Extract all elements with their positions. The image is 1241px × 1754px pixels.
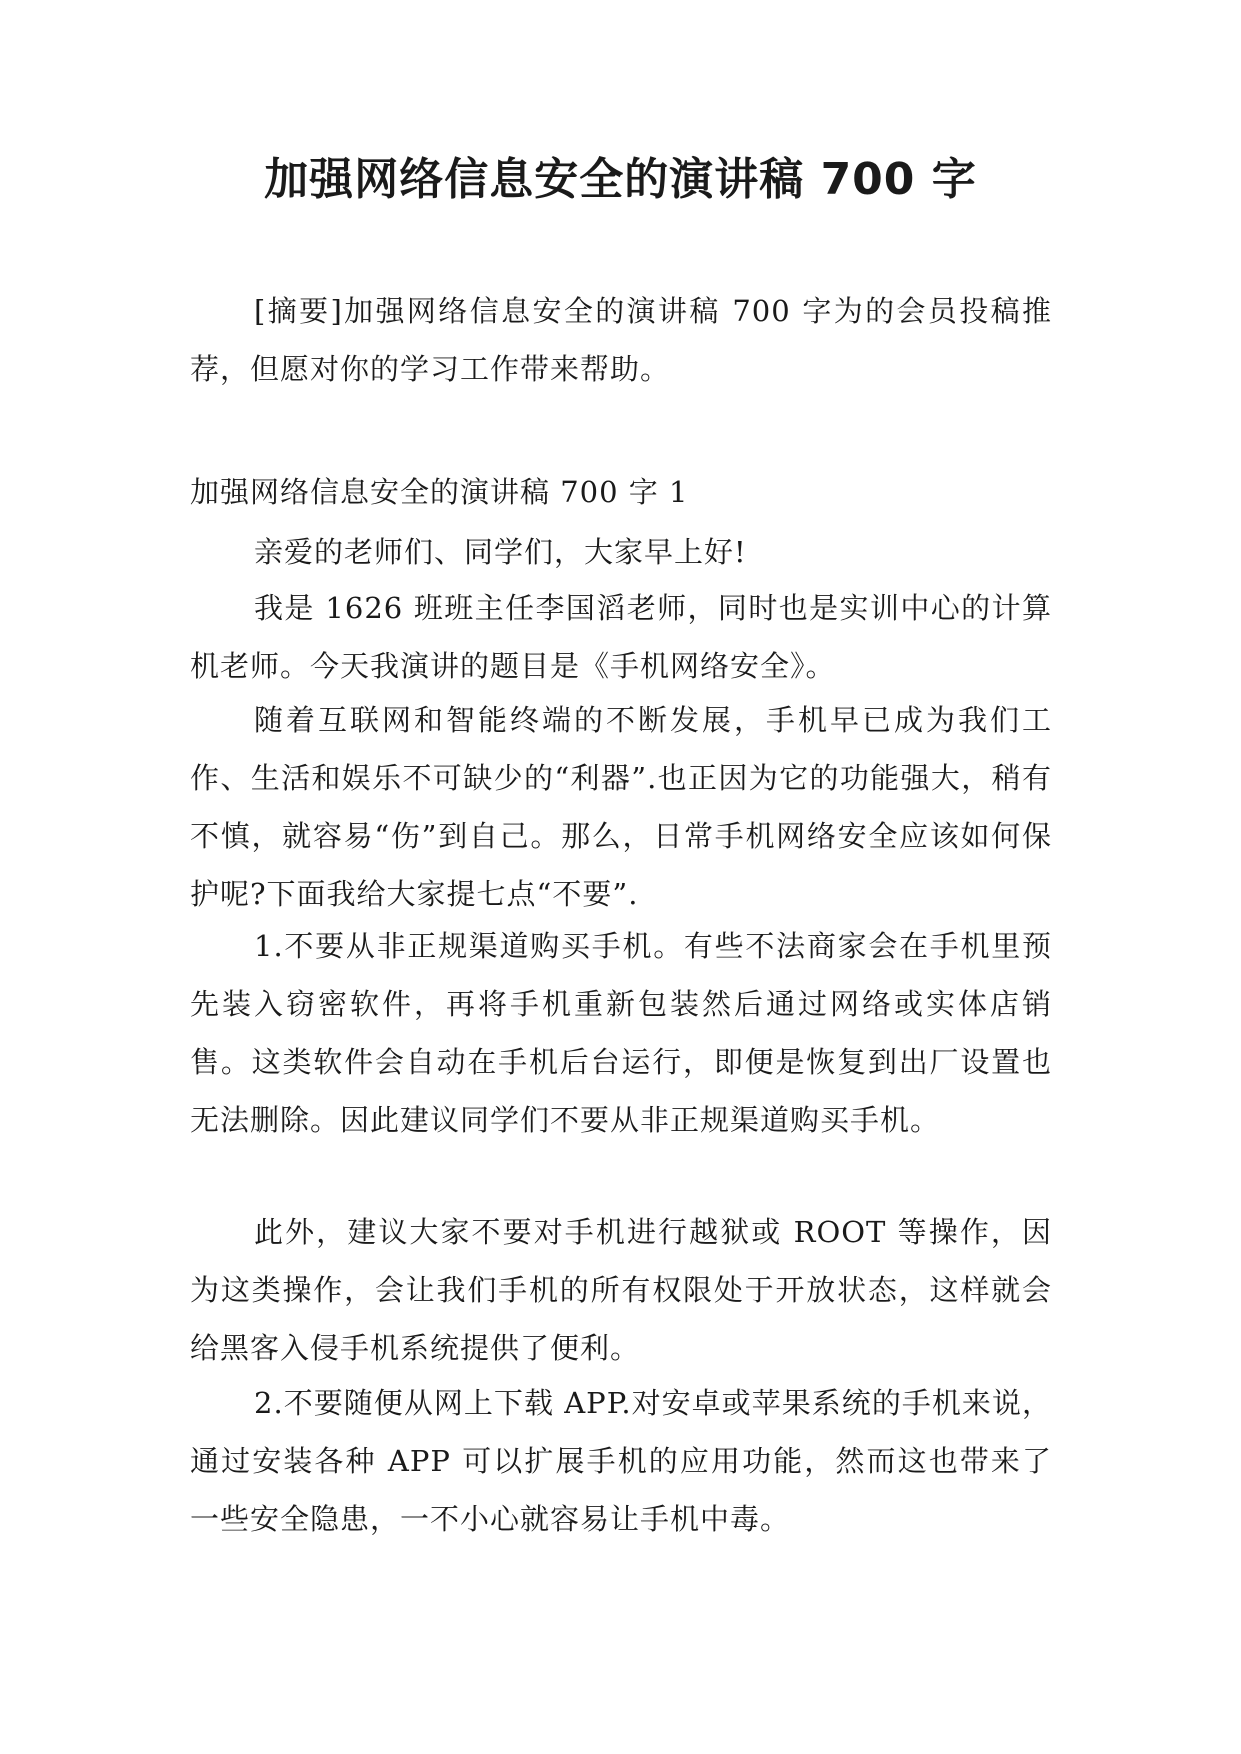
item1-paragraph: 1.不要从非正规渠道购买手机。有些不法商家会在手机里预先装入窃密软件，再将手机重新包装然后通过网络或实体店销售。这类软件会自动在手机后台运行，即便是恢复到出厂设置也无法删除。因此建议同学们不要从非正规渠道购买手机。 bbox=[190, 929, 1052, 1137]
jailbreak-paragraph: 此外，建议大家不要对手机进行越狱或 ROOT 等操作，因为这类操作，会让我们手机的所有权限处于开放状态，这样就会给黑客入侵手机系统提供了便利。 bbox=[190, 1215, 1052, 1365]
document-title: 加强网络信息安全的演讲稿 700 字 bbox=[264, 154, 977, 205]
background-paragraph: 随着互联网和智能终端的不断发展，手机早已成为我们工作、生活和娱乐不可缺少的“利器”.也正因为它的功能强大，稍有不慎，就容易“伤”到自己。那么，日常手机网络安全应该如何保护呢?下面我给大家提七点“不要”. bbox=[190, 703, 1052, 911]
abstract-paragraph: [摘要]加强网络信息安全的演讲稿 700 字为的会员投稿推荐，但愿对你的学习工作带来帮助。 bbox=[190, 294, 1052, 386]
greeting-paragraph: 亲爱的老师们、同学们，大家早上好! bbox=[254, 535, 747, 569]
section-heading: 加强网络信息安全的演讲稿 700 字 1 bbox=[190, 475, 689, 509]
item2-paragraph: 2.不要随便从网上下载 APP.对安卓或苹果系统的手机来说，通过安装各种 APP 可以扩展手机的应用功能，然而这也带来了一些安全隐患，一不小心就容易让手机中毒。 bbox=[190, 1386, 1052, 1536]
intro-paragraph: 我是 1626 班班主任李国滔老师，同时也是实训中心的计算机老师。今天我演讲的题目是《手机网络安全》。 bbox=[190, 591, 1052, 683]
